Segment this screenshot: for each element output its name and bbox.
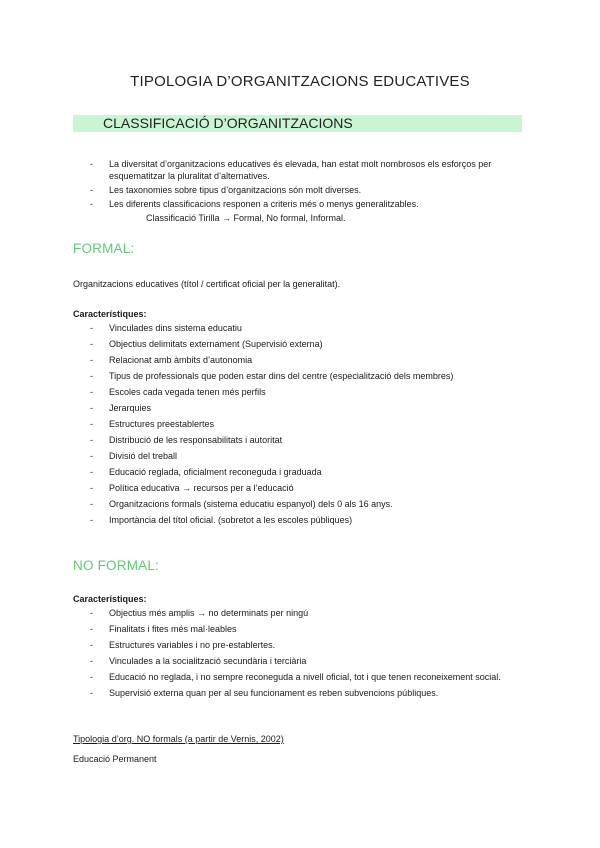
bullet-dash: - xyxy=(90,640,93,650)
bullet-dash: - xyxy=(90,339,93,349)
typology-link[interactable]: Tipologia d’org. NO formals (a partir de Vernis, 2002) xyxy=(73,734,284,744)
bullet-dash: - xyxy=(90,371,93,381)
list-item: - Divisió del treball xyxy=(0,448,600,464)
section-banner xyxy=(73,115,522,132)
bullet-dash: - xyxy=(90,672,93,682)
noformal-characteristics-list xyxy=(0,605,600,701)
bullet-dash: - xyxy=(90,199,93,209)
list-item: - Supervisió externa quan per al seu funcionament es reben subvencions públiques. xyxy=(0,685,600,701)
noformal-characteristics-label: Característiques: xyxy=(73,594,147,604)
list-item: - Objectius delimitats externament (Supervisió externa) xyxy=(0,336,600,352)
bullet-dash: - xyxy=(90,387,93,397)
list-item: - Objectius més amplis → no determinats per ningú xyxy=(0,605,600,621)
list-item: - Organitzacions formals (sistema educatiu espanyol) dels 0 als 16 anys. xyxy=(0,496,600,512)
noformal-heading: NO FORMAL: xyxy=(73,558,160,573)
list-item: - Política educativa → recursos per a l’educació xyxy=(0,480,600,496)
bullet-dash: - xyxy=(90,608,93,618)
list-item: - Escoles cada vegada tenen més perfils xyxy=(0,384,600,400)
formal-characteristics-list xyxy=(0,320,600,528)
list-item: - Les taxonomies sobre tipus d’organitzacions són molt diverses. xyxy=(90,185,362,195)
formal-heading: FORMAL: xyxy=(73,241,135,256)
list-item: - Estructures variables i no pre-establertes. xyxy=(0,637,600,653)
list-item: - Educació reglada, oficialment reconeguda i graduada xyxy=(0,464,600,480)
list-item: - Estructures preestablertes xyxy=(0,416,600,432)
bullet-dash: - xyxy=(90,467,93,477)
bullet-dash: - xyxy=(90,688,93,698)
classification-note: Classificació Tirilla → Formal, No formal, Informal. xyxy=(146,213,346,223)
list-item: - Jerarquies xyxy=(0,400,600,416)
bullet-dash: - xyxy=(90,435,93,445)
bullet-dash: - xyxy=(90,451,93,461)
bullet-dash: - xyxy=(90,419,93,429)
banner-title: CLASSIFICACIÓ D’ORGANITZACIONS xyxy=(103,115,353,131)
bullet-dash: - xyxy=(90,515,93,525)
bullet-dash: - xyxy=(90,185,93,195)
list-item: - Vinculades dins sistema educatiu xyxy=(0,320,600,336)
list-item: - Finalitats i fites més mal·leables xyxy=(0,621,600,637)
list-item: - La diversitat d’organitzacions educatives és elevada, han estat molt nombrosos els esforços per esquematitzar la pluralitat d’alternatives. xyxy=(90,159,492,181)
intro-list xyxy=(0,158,600,212)
bullet-dash: - xyxy=(90,656,93,666)
bullet-dash: - xyxy=(90,159,93,169)
permanent-education-heading: Educació Permanent xyxy=(73,754,157,764)
list-item: - Tipus de professionals que poden estar dins del centre (especialització dels membres) xyxy=(0,368,600,384)
list-item: - Vinculades a la socialització secundària i terciària xyxy=(0,653,600,669)
bullet-dash: - xyxy=(90,403,93,413)
bullet-dash: - xyxy=(90,323,93,333)
formal-definition: Organitzacions educatives (títol / certificat oficial per la generalitat). xyxy=(73,279,341,289)
formal-characteristics-label: Característiques: xyxy=(73,309,147,319)
list-item: - Educació no reglada, i no sempre reconeguda a nivell oficial, tot i que tenen reconeixement social. xyxy=(0,669,600,685)
list-item: - Les diferents classificacions responen a criteris més o menys generalitzables. xyxy=(90,199,419,209)
bullet-dash: - xyxy=(90,499,93,509)
bullet-dash: - xyxy=(90,355,93,365)
bullet-dash: - xyxy=(90,624,93,634)
list-item: - Importància del títol oficial. (sobretot a les escoles públiques) xyxy=(0,512,600,528)
list-item: - Distribució de les responsabilitats i autoritat xyxy=(0,432,600,448)
page-title: TIPOLOGIA D’ORGANITZACIONS EDUCATIVES xyxy=(130,73,470,90)
bullet-dash: - xyxy=(90,483,93,493)
list-item: - Relacionat amb àmbits d’autonomia xyxy=(0,352,600,368)
